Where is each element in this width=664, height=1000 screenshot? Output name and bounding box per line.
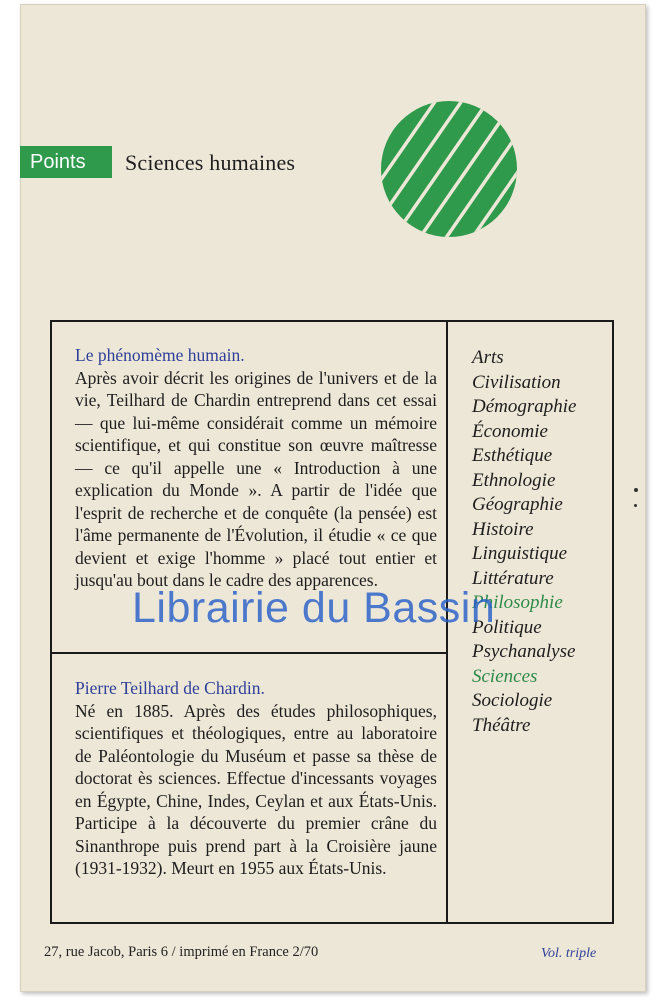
frame-divider-horizontal [50, 652, 447, 654]
topic-item-highlighted: Philosophie [472, 592, 563, 613]
author-description: Né en 1885. Après des études philosophiques, scientifiques et théologiques, entre au laboratoire de Paléontologie du Muséum et passe sa thèse de doctorat ès sciences. Effectue d'incessants voyages en Égypte, Chine, Indes, Ceylan et aux États-Unis. Participe à la découverte du premier crâne du Sinanthrope puis prend part à la Croisière jaune (1931-1932). Meurt en 1955 aux États-Unis. [75, 700, 437, 878]
topic-item: Linguistique [472, 543, 568, 564]
topic-item: Civilisation [472, 371, 561, 393]
striped-circle-logo [380, 100, 518, 238]
topics-list [472, 346, 576, 738]
book-description: Après avoir décrit les origines de l'univers et de la vie, Teilhard de Chardin entreprend dans cet essai — que lui-même considérait comme un mémoire scientifique, et qui constitue son œuvre maîtresse — ce qu'il appelle une « Introduction à une explication du Monde ». A partir de l'idée que l'esprit de recherche et de conquête (la pensée) est l'âme permanente de l'Évolution, il étudie « ce que devient et exige l'homme » placé tout entier et jusqu'au bout dans le cadre des apparences. [75, 367, 437, 590]
author-heading: Pierre Teilhard de Chardin. [75, 678, 265, 698]
topic-item: Sociologie [472, 690, 553, 711]
topic-item: Démographie [472, 396, 577, 417]
topic-item-highlighted: Sciences [472, 665, 538, 687]
topic-item: Arts [472, 347, 504, 368]
author-bio [75, 677, 437, 880]
speck [634, 504, 637, 507]
topic-item: Psychanalyse [472, 641, 576, 662]
topic-item: Économie [472, 420, 548, 442]
topic-item: Géographie [472, 494, 563, 515]
series-title: Sciences humaines [125, 150, 296, 175]
topic-item: Littérature [472, 567, 554, 589]
topic-item: Théâtre [472, 714, 531, 736]
topic-item: Ethnologie [472, 469, 556, 491]
topic-item: Politique [472, 616, 542, 638]
watermark: Librairie du Bassin [132, 584, 496, 632]
topic-item: Esthétique [472, 445, 553, 466]
volume-label: Vol. triple [541, 946, 597, 961]
points-badge: Points [20, 146, 112, 178]
publisher-address: 27, rue Jacob, Paris 6 / imprimé en France 2/70 [44, 944, 319, 960]
book-heading: Le phénomème humain. [75, 345, 245, 365]
book-summary [75, 344, 437, 592]
speck [634, 488, 638, 492]
topic-item: Histoire [472, 518, 534, 540]
